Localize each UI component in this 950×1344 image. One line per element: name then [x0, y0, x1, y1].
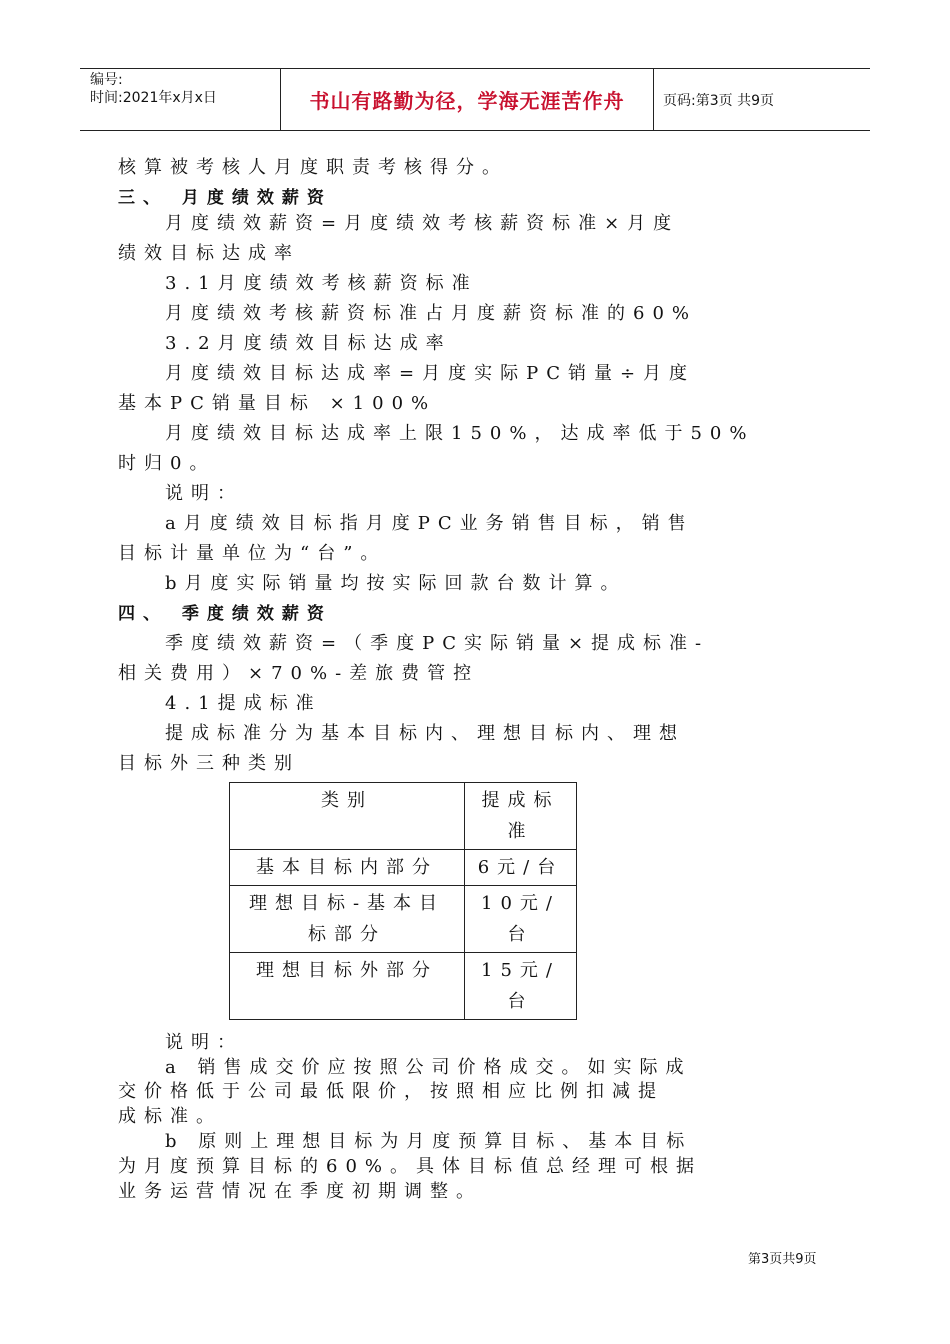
- table-header-cell: 提成标准: [465, 783, 577, 850]
- table-cell: 6元/台: [465, 850, 577, 886]
- note-line: 成标准。: [118, 1106, 222, 1127]
- body-line: 月度绩效目标达成率=月度实际PC销量÷月度: [165, 363, 696, 384]
- table-cell: 理想目标外部分: [230, 953, 465, 1020]
- header-meta: [80, 69, 281, 130]
- body-line: 月度绩效目标达成率上限150%，达成率低于50%: [165, 423, 755, 444]
- table-row: [230, 953, 577, 1020]
- body-line: 季度绩效薪资=（季度PC实际销量×提成标准-: [165, 633, 710, 654]
- body-line: 相关费用）×70%-差旅费管控: [118, 663, 480, 684]
- table-header-cell: 类别: [230, 783, 465, 850]
- table-row: [230, 850, 577, 886]
- number-label: 编号:: [90, 72, 123, 88]
- body-line: 月度绩效薪资=月度绩效考核薪资标准×月度: [165, 213, 680, 234]
- table-cell: 理想目标-基本目标部分: [230, 886, 465, 953]
- table-cell: 15元/台: [465, 953, 577, 1020]
- page-number-label: 页码:第3页 共9页: [663, 92, 774, 109]
- section-heading-3: 三、 月度绩效薪资: [118, 188, 332, 208]
- note-label: 说明：: [165, 1032, 243, 1053]
- body-line: 目标外三种类别: [118, 753, 300, 774]
- motto-text: 书山有路勤为径，学海无涯苦作舟: [309, 89, 625, 113]
- section-heading-4: 四、 季度绩效薪资: [118, 604, 332, 624]
- table-header-row: [230, 783, 577, 850]
- note-line: 业务运营情况在季度初期调整。: [118, 1181, 482, 1202]
- table-cell: 基本目标内部分: [230, 850, 465, 886]
- header-motto-cell: [281, 69, 654, 130]
- note-line: 交价格低于公司最低限价，按照相应比例扣减提: [118, 1081, 664, 1102]
- note-line: b 原则上理想目标为月度预算目标、基本目标: [165, 1131, 693, 1152]
- subsection-heading: 3.1月度绩效考核薪资标准: [165, 273, 478, 294]
- page-footer: 第3页共9页: [748, 1252, 817, 1267]
- page-header: [80, 68, 870, 131]
- body-line: a月度绩效目标指月度PC业务销售目标，销售: [165, 513, 694, 534]
- time-label: 时间:2021年x月x日: [90, 90, 217, 106]
- body-line: 绩效目标达成率: [118, 243, 300, 264]
- body-line: 月度绩效考核薪资标准占月度薪资标准的60%: [165, 303, 698, 324]
- body-line: 核算被考核人月度职责考核得分。: [118, 157, 508, 178]
- body-line: 目标计量单位为“台”。: [118, 543, 387, 564]
- note-line: 为月度预算目标的60%。具体目标值总经理可根据: [118, 1156, 703, 1177]
- subsection-heading: 3.2月度绩效目标达成率: [165, 333, 452, 354]
- subsection-heading: 4.1提成标准: [165, 693, 322, 714]
- header-page-cell: [654, 69, 870, 130]
- note-line: a 销售成交价应按照公司价格成交。如实际成: [165, 1057, 692, 1078]
- note-label: 说明：: [165, 483, 243, 504]
- body-line: 提成标准分为基本目标内、理想目标内、理想: [165, 723, 685, 744]
- table-row: [230, 886, 577, 953]
- body-line: 基本PC销量目标 ×100%: [118, 393, 437, 414]
- body-line: b月度实际销量均按实际回款台数计算。: [165, 573, 627, 594]
- commission-table: [229, 782, 577, 1020]
- table-cell: 10元/台: [465, 886, 577, 953]
- body-line: 时归0。: [118, 453, 216, 474]
